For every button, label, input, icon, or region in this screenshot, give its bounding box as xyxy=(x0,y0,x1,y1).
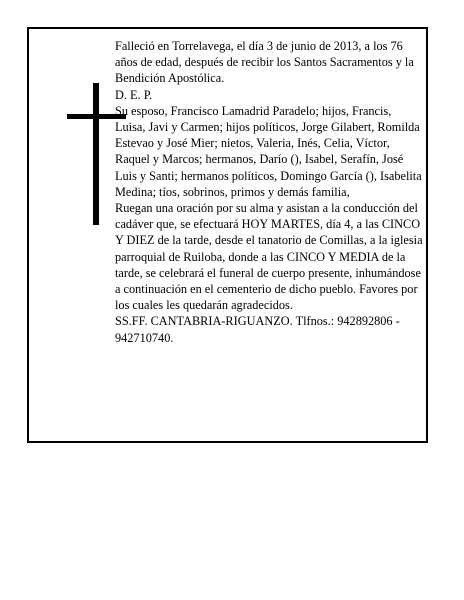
funeral-home-contact: SS.FF. CANTABRIA-RIGUANZO. Tlfnos.: 942892806 - 942710740. xyxy=(115,314,400,345)
family-list: Su esposo, Francisco Lamadrid Paradelo; hijos, Francis, Luisa, Javi y Carmen; hijos políticos, Jorge Gilabert, Romilda Estevao y José Mier; nietos, Valeria, Inés, Celia, Víctor, Raquel y Marcos; hermanos, Darío (), Isabel, Serafín, José Luis y Santi; hermanos políticos, Domingo García (), Isabelita Medina; tíos, sobrinos, primos y demás familia, xyxy=(115,103,422,199)
service-request: Ruegan una oración por su alma y asistan a la conducción del cadáver que, se efectuará HOY MARTES, día 4, a las CINCO Y DIEZ de la tarde, desde el tanatorio de Comillas, a la iglesia parroquial de Ruiloba, donde a las CINCO Y MEDIA de la tarde, se celebrará el funeral de cuerpo presente, inhumándose a continuación en el cementerio de dicho pueblo. Favores por los cuales les quedarán agradecidos. xyxy=(115,201,423,313)
death-announcement: Falleció en Torrelavega, el día 3 de junio de 2013, a los 76 años de edad, después de recibir los Santos Sacramentos y la Bendición Apostólica. xyxy=(115,39,414,86)
rest-in-peace: D. E. P. xyxy=(115,87,153,102)
obituary-text xyxy=(115,38,423,346)
cross-icon xyxy=(93,83,99,225)
